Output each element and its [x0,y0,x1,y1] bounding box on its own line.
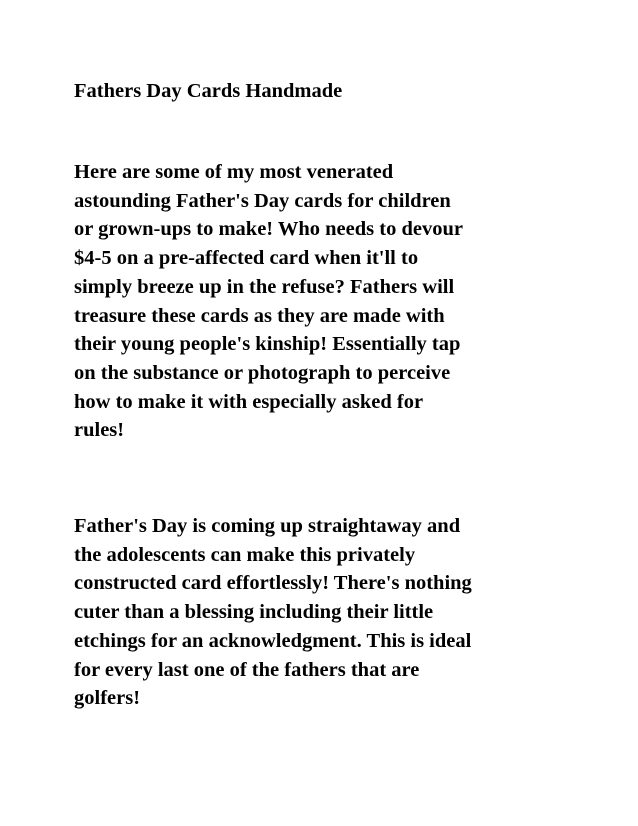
paragraph-line: Here are some of my most venerated [74,161,394,183]
paragraph-line: for every last one of the fathers that are [74,658,420,681]
paragraph-line: on the substance or photograph to perceive [74,361,451,384]
paragraph-line: etchings for an acknowledgment. This is ideal [74,629,472,652]
paragraph-line: simply breeze up in the refuse? Fathers will [74,275,455,298]
paragraph-line: their young people's kinship! Essentially tap [74,333,461,356]
document-title: Fathers Day Cards Handmade [74,80,343,102]
paragraph-line: treasure these cards as they are made with [74,304,445,327]
paragraph-line: how to make it with especially asked for [74,390,424,413]
paragraph-line: or grown-ups to make! Who needs to devour [74,218,463,241]
paragraph-line: constructed card effortlessly! There's nothing [74,572,472,595]
paragraph-line: astounding Father's Day cards for children [74,189,451,212]
paragraph-line: golfers! [74,687,141,710]
paragraph-line: rules! [74,419,125,442]
paragraph-line: the adolescents can make this privately [74,543,416,566]
paragraph-line: cuter than a blessing including their little [74,601,434,624]
paragraph-2 [74,512,574,713]
paragraph-line: $4-5 on a pre-affected card when it'll to [74,247,419,270]
paragraph-1 [74,158,574,445]
paragraph-line: Father's Day is coming up straightaway and [74,515,461,537]
